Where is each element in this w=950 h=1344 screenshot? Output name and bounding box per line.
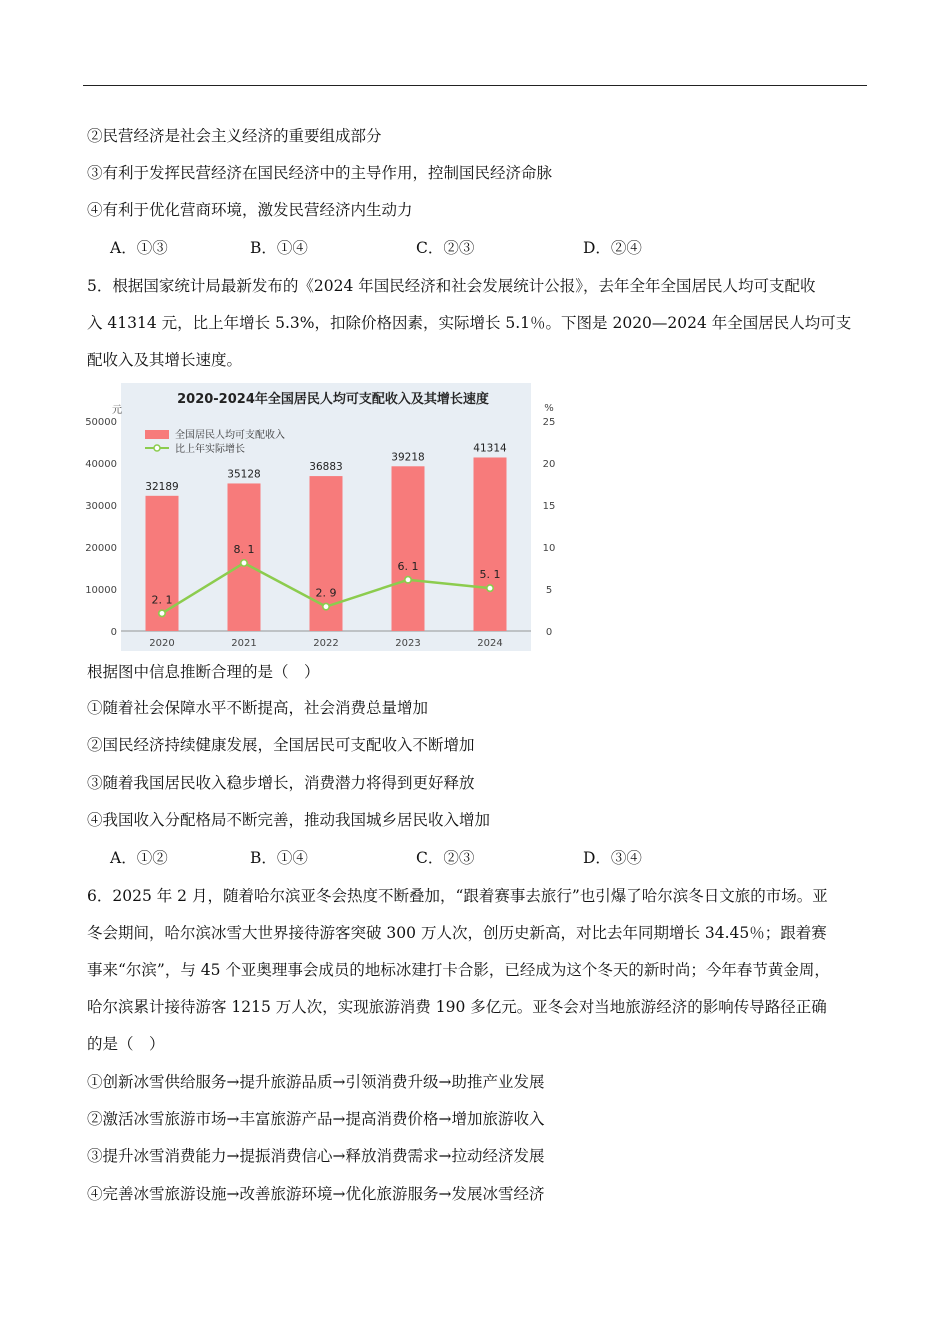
q5-stem-line-3: 配收入及其增长速度。 <box>87 351 243 369</box>
q5-option-b[interactable]: B．①④ <box>250 849 308 867</box>
growth-point <box>159 610 165 616</box>
legend-line-marker <box>154 445 160 451</box>
growth-label: 6. 1 <box>397 559 419 573</box>
q6-stem-line-4: 哈尔滨累计接待游客 1215 万人次，实现旅游消费 190 多亿元。亚冬会对当地旅游经济的影响传导路径正确 <box>87 998 827 1016</box>
x-axis-tick: 2021 <box>231 638 257 649</box>
right-axis-tick: 0 <box>545 627 553 638</box>
q4-option-d[interactable]: D．②④ <box>583 239 642 257</box>
legend-bar-swatch <box>145 430 169 439</box>
growth-label: 2. 1 <box>151 593 173 607</box>
x-axis-tick: 2020 <box>149 638 175 649</box>
left-axis-tick: 30000 <box>85 501 117 512</box>
q4-option-b[interactable]: B．①④ <box>250 239 308 257</box>
q6-stem-line-3: 事来“尔滨”，与 45 个亚奥理事会成员的地标冰建打卡合影，已经成为这个冬天的新时尚；今年春节黄金周， <box>87 961 830 979</box>
left-axis-tick: 40000 <box>85 459 117 470</box>
q6-item-3: ③提升冰雪消费能力→提振消费信心→释放消费需求→拉动经济发展 <box>87 1147 545 1165</box>
right-axis-unit: % <box>544 403 554 414</box>
q5-item-4: ④我国收入分配格局不断完善，推动我国城乡居民收入增加 <box>87 811 491 829</box>
left-axis-tick: 50000 <box>85 417 117 428</box>
growth-label: 8. 1 <box>233 542 255 556</box>
income-bar <box>228 483 261 631</box>
legend-bar-label: 全国居民人均可支配收入 <box>175 430 285 441</box>
q5-item-3: ③随着我国居民收入稳步增长，消费潜力将得到更好释放 <box>87 774 475 792</box>
q4-item-3: ③有利于发挥民营经济在国民经济中的主导作用，控制国民经济命脉 <box>87 164 553 182</box>
q4-item-2: ②民营经济是社会主义经济的重要组成部分 <box>87 127 382 145</box>
q5-option-c[interactable]: C．②③ <box>416 849 475 867</box>
q5-item-2: ②国民经济持续健康发展，全国居民可支配收入不断增加 <box>87 736 475 754</box>
q6-item-1: ①创新冰雪供给服务→提升旅游品质→引领消费升级→助推产业发展 <box>87 1073 545 1091</box>
chart-title: 2020-2024年全国居民人均可支配收入及其增长速度 <box>177 392 489 407</box>
left-axis-tick: 20000 <box>85 543 117 554</box>
growth-point <box>405 577 411 583</box>
growth-label: 2. 9 <box>315 586 337 600</box>
q4-option-a[interactable]: A．①③ <box>110 239 168 257</box>
growth-point <box>323 603 329 609</box>
income-bar <box>392 466 425 631</box>
income-bar-label: 36883 <box>309 461 343 474</box>
income-bar-label: 41314 <box>473 442 507 455</box>
q6-item-4: ④完善冰雪旅游设施→改善旅游环境→优化旅游服务→发展冰雪经济 <box>87 1185 545 1203</box>
q5-item-1: ①随着社会保障水平不断提高，社会消费总量增加 <box>87 699 429 717</box>
right-axis-tick: 20 <box>542 459 556 470</box>
header-rule <box>83 85 867 86</box>
income-bar <box>474 457 507 631</box>
growth-point <box>487 585 493 591</box>
left-axis-tick: 0 <box>110 627 117 638</box>
income-bar-label: 35128 <box>227 468 261 481</box>
income-chart <box>85 383 556 653</box>
right-axis-tick: 15 <box>542 501 556 512</box>
right-axis-tick: 5 <box>545 585 553 596</box>
right-axis-tick: 10 <box>542 543 556 554</box>
growth-point <box>241 560 247 566</box>
q5-stem-line-2: 入 41314 元，比上年增长 5.3%，扣除价格因素，实际增长 5.1％。下图是 2020—2024 年全国居民人均可支 <box>87 314 852 332</box>
q6-stem-line-1: 6．2025 年 2 月，随着哈尔滨亚冬会热度不断叠加，“跟着赛事去旅行”也引爆了哈尔滨冬日文旅的市场。亚 <box>87 887 828 905</box>
legend-line-label: 比上年实际增长 <box>175 444 245 455</box>
income-bar-label: 32189 <box>145 480 179 493</box>
x-axis-tick: 2022 <box>313 638 339 649</box>
income-bar-label: 39218 <box>391 451 425 464</box>
q5-stem-line-1: 5．根据国家统计局最新发布的《2024 年国民经济和社会发展统计公报》，去年全年全国居民人均可支配收 <box>87 277 816 295</box>
q6-stem-line-2: 冬会期间，哈尔滨冰雪大世界接待游客突破 300 万人次，创历史新高，对比去年同期增长 34.45％；跟着赛 <box>87 924 827 942</box>
left-axis-tick: 10000 <box>85 585 117 596</box>
q5-question: 根据图中信息推断合理的是（ ） <box>87 663 320 681</box>
q5-option-a[interactable]: A．①② <box>110 849 168 867</box>
q4-item-4: ④有利于优化营商环境，激发民营经济内生动力 <box>87 201 413 219</box>
q4-option-c[interactable]: C．②③ <box>416 239 475 257</box>
right-axis-tick: 25 <box>542 417 556 428</box>
growth-label: 5. 1 <box>479 568 501 582</box>
q6-item-2: ②激活冰雪旅游市场→丰富旅游产品→提高消费价格→增加旅游收入 <box>87 1110 545 1128</box>
left-axis-unit: 元 <box>112 405 122 416</box>
q6-stem-line-5: 的是（ ） <box>87 1035 165 1053</box>
q5-option-d[interactable]: D．③④ <box>583 849 642 867</box>
x-axis-tick: 2024 <box>477 638 503 649</box>
x-axis-tick: 2023 <box>395 638 421 649</box>
